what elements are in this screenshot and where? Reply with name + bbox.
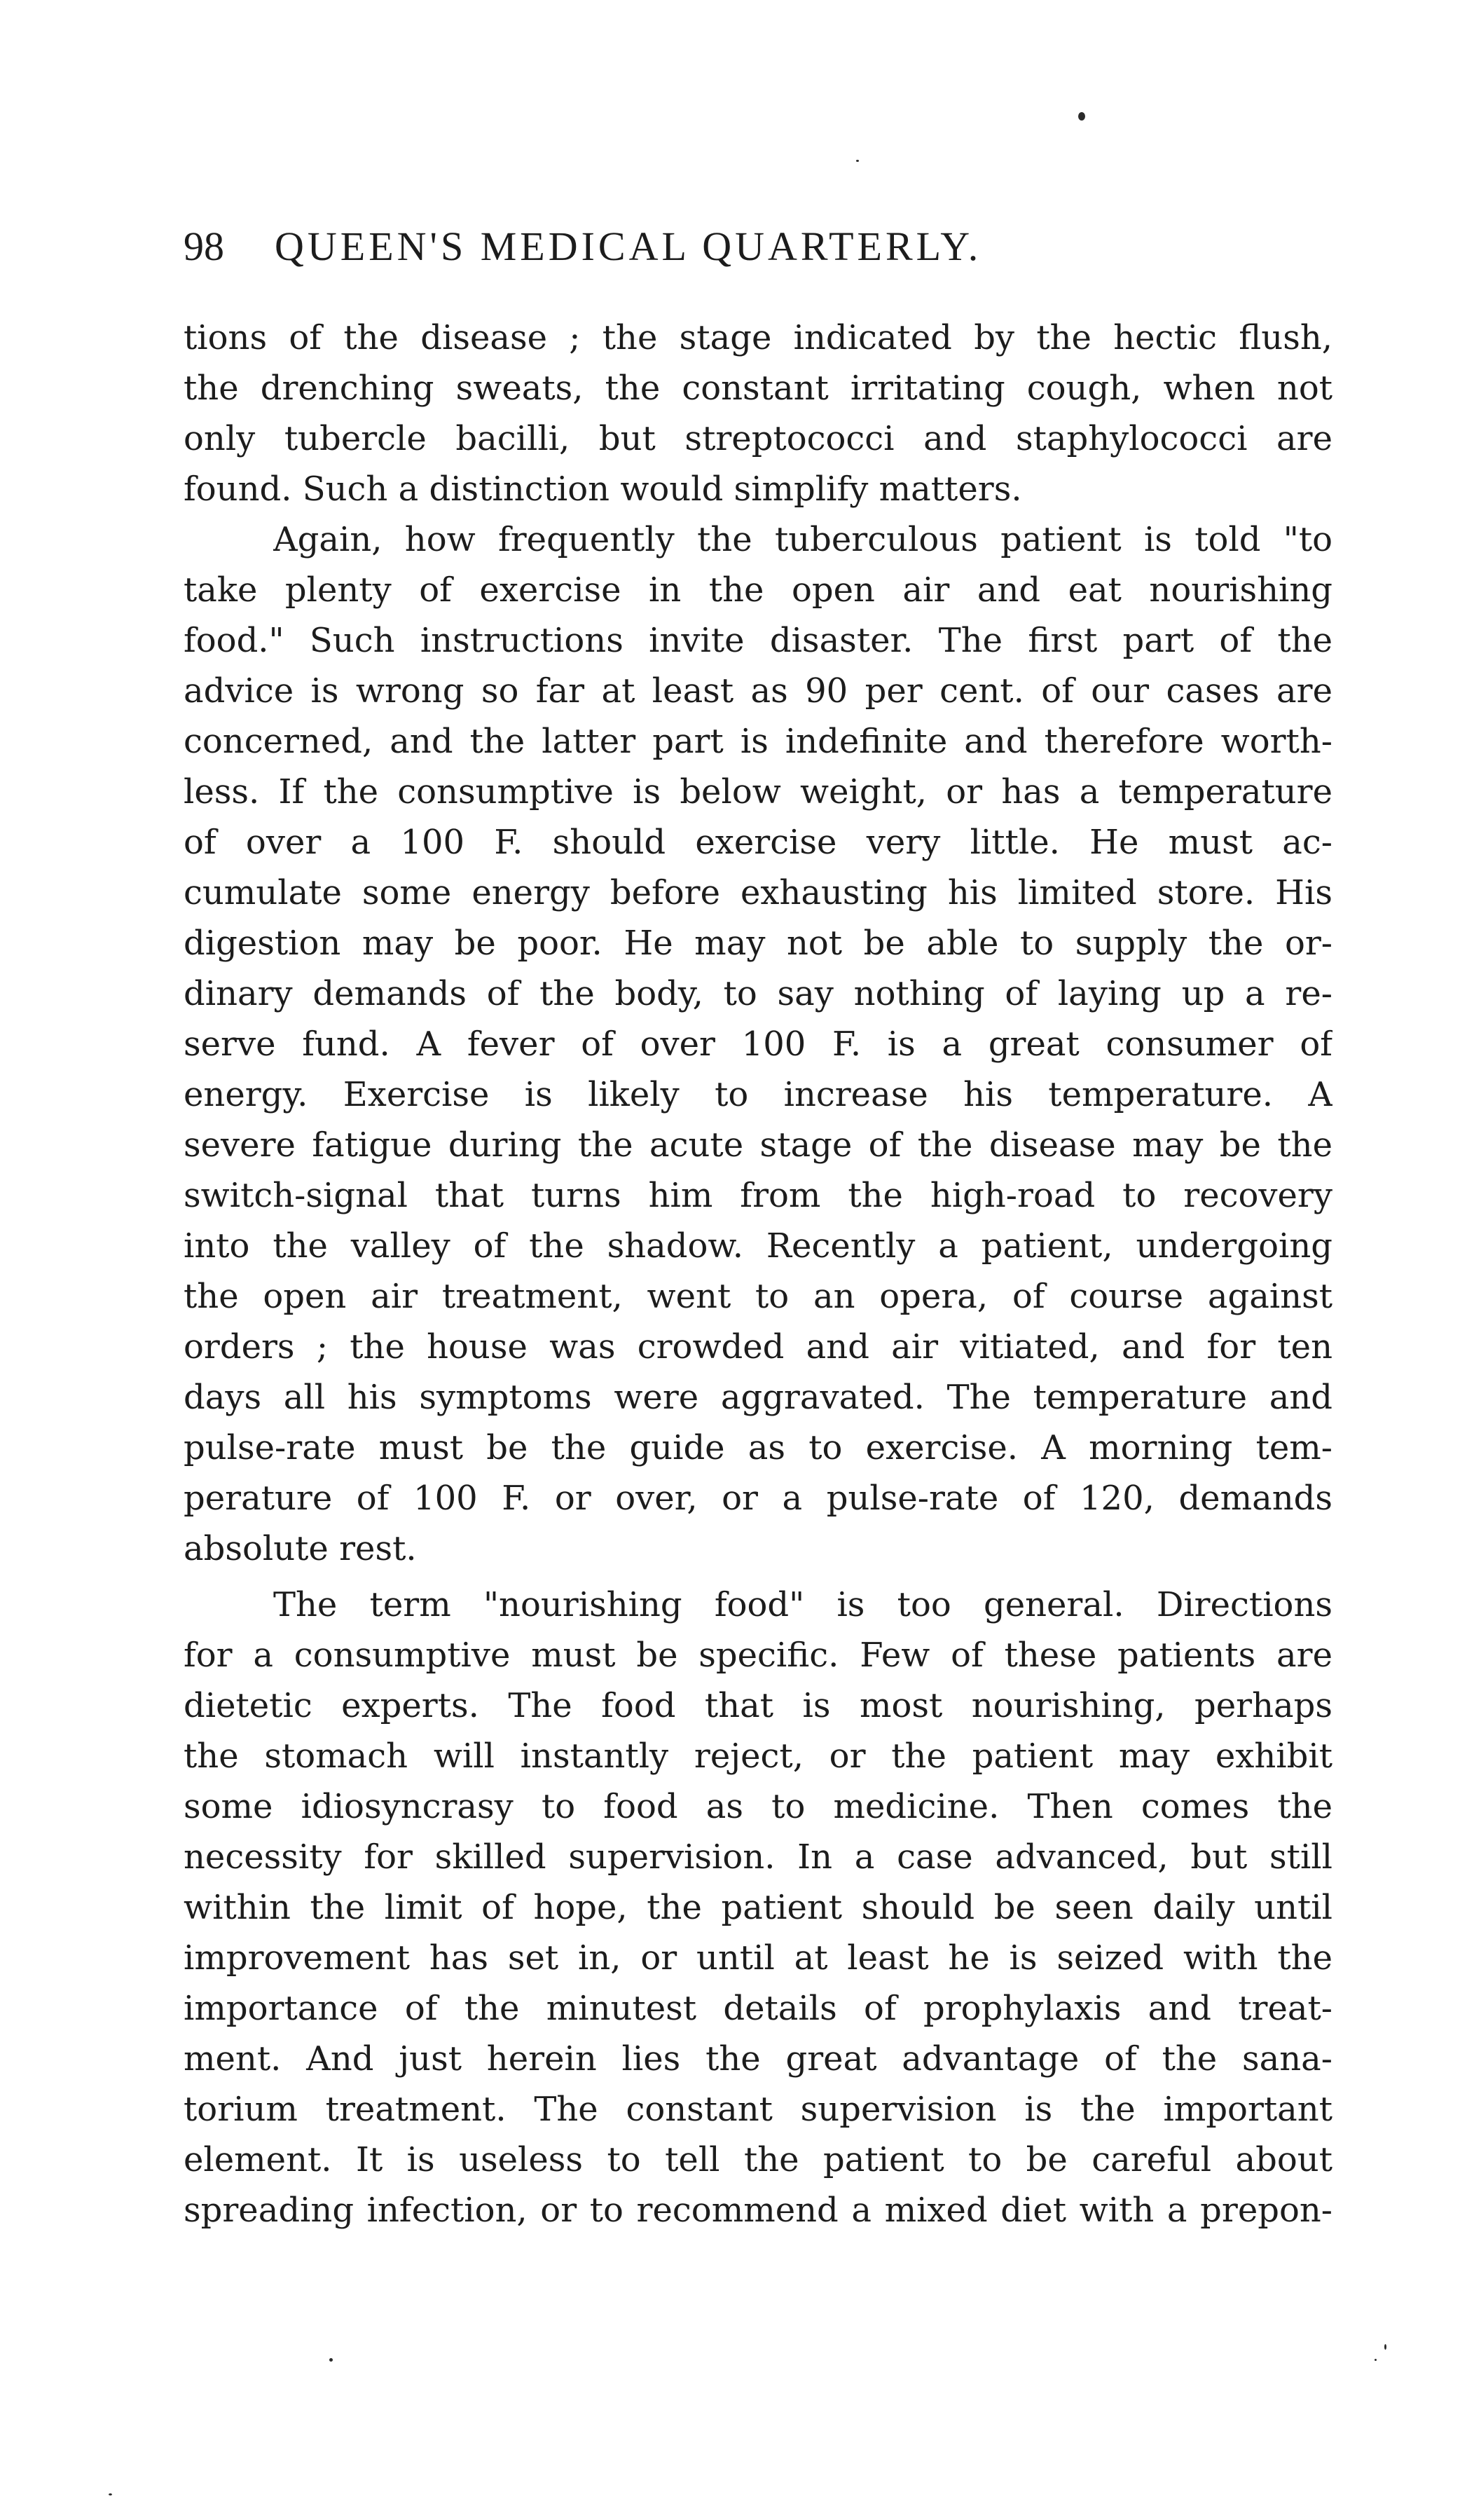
text-line: orders ; the house was crowded and air vitiated, and for ten — [184, 1327, 1332, 1367]
text-line: energy. Exercise is likely to increase his temperature. A — [184, 1075, 1332, 1114]
text-line: improvement has set in, or until at least he is seized with the — [184, 1938, 1332, 1978]
text-line: only tubercle bacilli, but streptococci and staphylococci are — [184, 419, 1332, 458]
text-line: serve fund. A fever of over 100 F. is a great consumer of — [184, 1025, 1332, 1064]
text-line: cumulate some energy before exhausting his limited store. His — [184, 873, 1332, 912]
text-line: perature of 100 F. or over, or a pulse-rate of 120, demands — [184, 1479, 1332, 1518]
text-line: severe fatigue during the acute stage of the disease may be the — [184, 1125, 1332, 1165]
text-line: the stomach will instantly reject, or the patient may exhibit — [184, 1737, 1332, 1776]
text-line: days all his symptoms were aggravated. The temperature and — [184, 1378, 1332, 1417]
scan-speck — [329, 2358, 333, 2362]
text-line: torium treatment. The constant supervision is the important — [184, 2090, 1332, 2129]
text-line: pulse-rate must be the guide as to exercise. A morning tem- — [184, 1428, 1332, 1467]
text-line: into the valley of the shadow. Recently a patient, undergoing — [184, 1226, 1332, 1266]
text-line: switch-signal that turns him from the high-road to recovery — [184, 1176, 1332, 1215]
text-line: Again, how frequently the tuberculous patient is told "to — [273, 520, 1332, 559]
text-line: of over a 100 F. should exercise very little. He must ac- — [184, 823, 1332, 862]
page-number: 98 — [184, 224, 224, 269]
text-line: digestion may be poor. He may not be able to supply the or- — [184, 924, 1332, 963]
text-line: found. Such a distinction would simplify matters. — [184, 470, 1022, 509]
scan-speck — [1078, 112, 1085, 121]
text-line: advice is wrong so far at least as 90 per cent. of our cases are — [184, 671, 1332, 711]
scan-speck — [109, 2493, 112, 2495]
text-line: tions of the disease ; the stage indicated by the hectic flush, — [184, 318, 1332, 357]
text-line: dietetic experts. The food that is most nourishing, perhaps — [184, 1686, 1332, 1725]
text-line: importance of the minutest details of prophylaxis and treat- — [184, 1989, 1332, 2028]
page-header — [184, 223, 1164, 286]
text-line: less. If the consumptive is below weight, or has a temperature — [184, 772, 1332, 812]
scan-speck — [1375, 2359, 1377, 2361]
text-line: spreading infection, or to recommend a mixed diet with a prepon- — [184, 2191, 1332, 2230]
text-line: some idiosyncrasy to food as to medicine. Then comes the — [184, 1787, 1332, 1826]
text-line: the open air treatment, went to an opera, of course against — [184, 1277, 1332, 1316]
text-line: for a consumptive must be specific. Few of these patients are — [184, 1636, 1332, 1675]
text-line: absolute rest. — [184, 1529, 417, 1568]
text-line: The term "nourishing food" is too general. Directions — [273, 1585, 1332, 1624]
text-line: dinary demands of the body, to say nothing of laying up a re- — [184, 974, 1332, 1013]
text-line: the drenching sweats, the constant irritating cough, when not — [184, 369, 1332, 408]
text-line: element. It is useless to tell the patient to be careful about — [184, 2140, 1332, 2179]
scan-speck — [1384, 2344, 1386, 2350]
text-line: necessity for skilled supervision. In a case advanced, but still — [184, 1837, 1332, 1877]
text-line: concerned, and the latter part is indefinite and therefore worth- — [184, 722, 1332, 761]
text-line: take plenty of exercise in the open air and eat nourishing — [184, 570, 1332, 610]
text-line: ment. And just herein lies the great advantage of the sana- — [184, 2039, 1332, 2079]
scan-speck — [856, 160, 859, 162]
running-head: QUEEN'S MEDICAL QUARTERLY. — [275, 224, 982, 269]
text-line: within the limit of hope, the patient should be seen daily until — [184, 1888, 1332, 1927]
text-line: food." Such instructions invite disaster. The first part of the — [184, 621, 1332, 660]
